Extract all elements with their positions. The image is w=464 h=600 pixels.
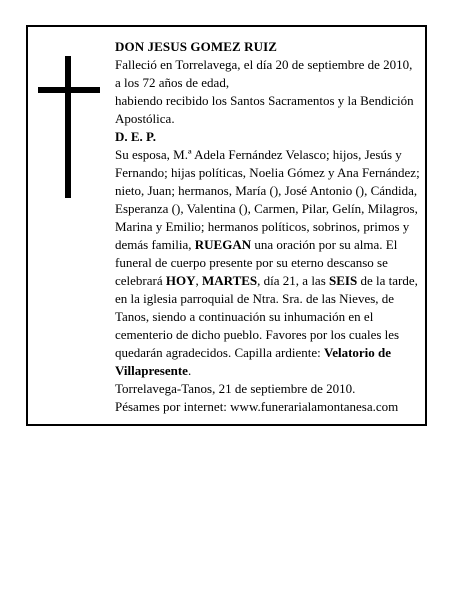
deceased-name: DON JESUS GOMEZ RUIZ bbox=[115, 39, 277, 54]
comma-separator: , bbox=[195, 273, 199, 288]
death-statement: Falleció en Torrelavega, el día 20 de septiembre de 2010, a los 72 años de edad, bbox=[115, 57, 413, 90]
condolences-website: Pésames por internet: www.funerarialamontanesa.com bbox=[115, 399, 399, 414]
martes-word: MARTES bbox=[202, 273, 258, 288]
closing-period: . bbox=[187, 363, 192, 378]
place-and-date: Torrelavega-Tanos, 21 de septiembre de 2010. bbox=[115, 381, 356, 396]
cross-horizontal-bar bbox=[38, 87, 100, 93]
seis-word: SEIS bbox=[329, 273, 358, 288]
obituary-text bbox=[115, 38, 421, 416]
funeral-text-1: una oración por su alma. El funeral de cuerpo presente por su eterno descanso se celebrará bbox=[115, 237, 398, 288]
velatorio-name: Velatorio de Villapresente bbox=[115, 345, 392, 378]
funeral-text-2: , día 21, a las bbox=[257, 273, 326, 288]
latin-cross-icon bbox=[38, 56, 100, 198]
cross-vertical-bar bbox=[65, 56, 71, 198]
sacraments-statement: habiendo recibido los Santos Sacramentos y la Bendición Apostólica. bbox=[115, 93, 414, 126]
funeral-paragraph bbox=[115, 146, 421, 380]
funeral-text-3: de la tarde, en la iglesia parroquial de Ntra. Sra. de las Nieves, de Tanos, siendo a continuación su inhumación en el cementerio de dicho pueblo. Favores por los cuales les quedarán agradecidos. Capilla ardiente: bbox=[115, 273, 418, 360]
hoy-word: HOY bbox=[165, 273, 196, 288]
dep-heading: D. E. P. bbox=[115, 129, 157, 144]
ruegan-word: RUEGAN bbox=[194, 237, 252, 252]
family-list: Su esposa, M.ª Adela Fernández Velasco; hijos, Jesús y Fernando; hijas políticas, Noelia Gómez y Ana Fernández; nieto, Juan; hermanos, María (), José Antonio (), Cándida, Esperanza (), Valentina (), Carmen, Pilar, Gelín, Milagros, Marina y Emilio; hermanos políticos, sobrinos, primos y demás familia, bbox=[115, 147, 420, 252]
